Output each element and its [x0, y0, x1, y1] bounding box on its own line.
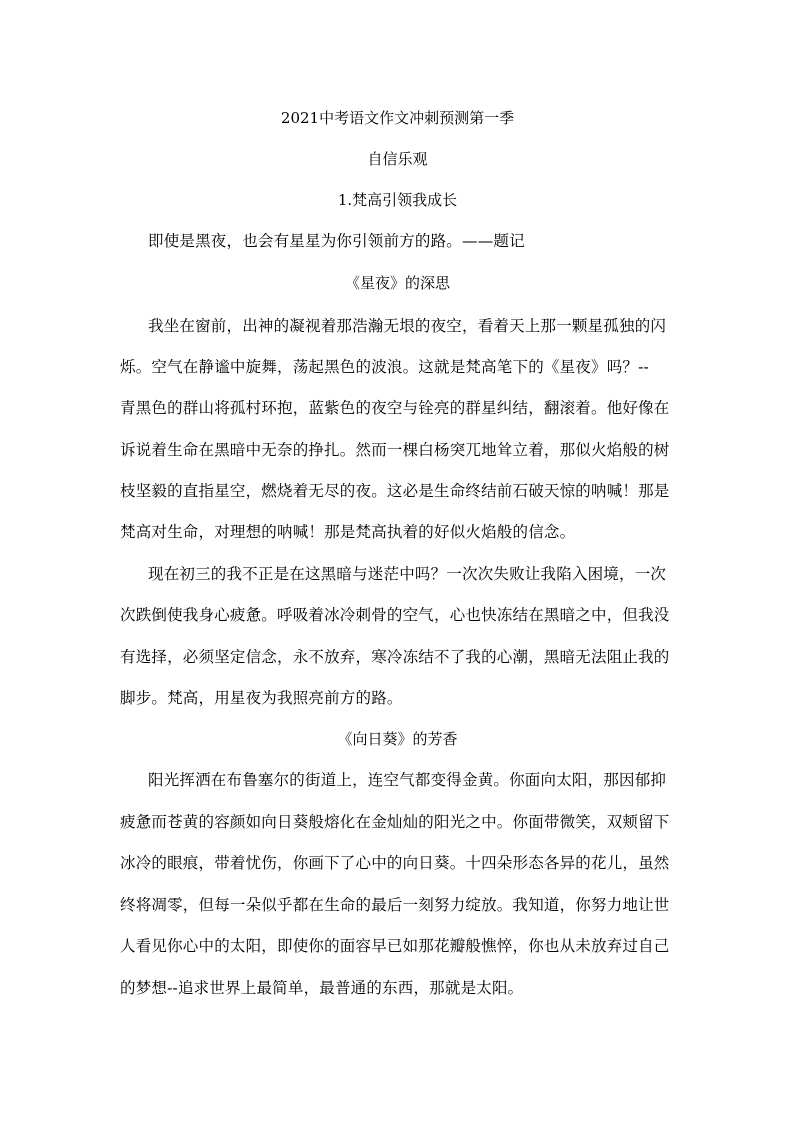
paragraph-line: 终将凋零，但每一朵似乎都在生命的最后一刻努力绽放。我知道，你努力地让世: [120, 896, 670, 914]
paragraph-line: 疲惫而苍黄的容颜如向日葵般熔化在金灿灿的阳光之中。你面带微笑，双颊留下: [120, 813, 670, 831]
paragraph-line: 枝坚毅的直指星空，燃烧着无尽的夜。这必是生命终结前石破天惊的呐喊！那是: [120, 482, 670, 500]
paragraph-line: 有选择，必须坚定信念，永不放弃，寒冷冻结不了我的心潮，黑暗无法阻止我的: [120, 648, 670, 666]
document-title: 2021中考语文作文冲刺预测第一季: [280, 109, 515, 127]
paragraph-line: 次跌倒使我身心疲惫。呼吸着冰冷刺骨的空气，心也快冻结在黑暗之中，但我没: [120, 606, 670, 624]
paragraph-line: 诉说着生命在黑暗中无奈的挣扎。然而一棵白杨突兀地耸立着，那似火焰般的树: [120, 441, 670, 459]
paragraph-line: 现在初三的我不正是在这黑暗与迷茫中吗？一次次失败让我陷入困境，一次: [148, 565, 667, 583]
paragraph-line: 人看见你心中的太阳，即使你的面容早已如那花瓣般憔悴，你也从未放弃过自己: [120, 937, 670, 955]
paragraph-line: 冰冷的眼痕，带着忧伤，你画下了心中的向日葵。十四朵形态各异的花儿，虽然: [120, 854, 670, 872]
section-heading-starry-night: 《星夜》的深思: [344, 274, 450, 292]
theme-heading: 自信乐观: [367, 150, 428, 168]
paragraph-line: 的梦想--追求世界上最简单，最普通的东西，那就是太阳。: [120, 979, 524, 997]
section-heading-sunflowers: 《向日葵》的芳香: [337, 730, 458, 748]
paragraph-line: 脚步。梵高，用星夜为我照亮前方的路。: [120, 689, 403, 707]
paragraph-line: 梵高对生命，对理想的呐喊！那是梵高执着的好似火焰般的信念。: [120, 523, 576, 541]
essay-title: 1.梵高引领我成长: [337, 191, 458, 209]
paragraph-line: 阳光挥洒在布鲁塞尔的街道上，连空气都变得金黄。你面向太阳，那因郁抑: [148, 771, 667, 789]
paragraph-line: 烁。空气在静谧中旋舞，荡起黑色的波浪。这就是梵高笔下的《星夜》吗？--: [120, 358, 649, 376]
paragraph-line: 我坐在窗前，出神的凝视着那浩瀚无垠的夜空，看着天上那一颗星孤独的闪: [148, 317, 667, 335]
paragraph-line: 青黑色的群山将孤村环抱，蓝紫色的夜空与铨亮的群星纠结，翻滚着。他好像在: [120, 399, 670, 417]
epigraph: 即使是黑夜，也会有星星为你引领前方的路。——题记: [148, 232, 525, 250]
